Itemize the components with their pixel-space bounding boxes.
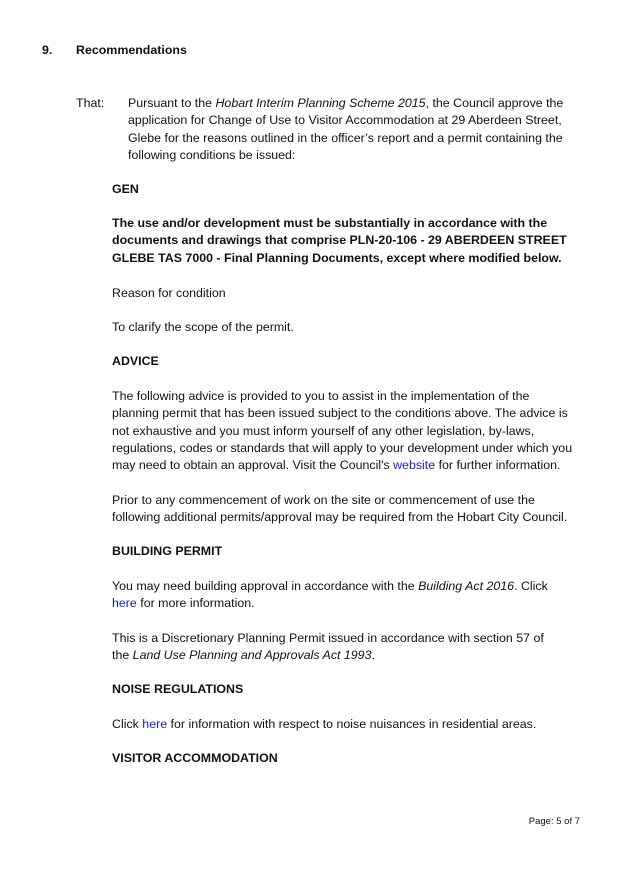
noise-here-link[interactable]: here xyxy=(142,717,168,731)
recommendation-text-part: Pursuant to the xyxy=(128,96,216,110)
noise-text: for information with respect to noise nuisances in residential areas. xyxy=(167,717,537,731)
recommendation-lead: That: xyxy=(76,96,105,110)
building-permit-text: You may need building approval in accordance with the xyxy=(112,579,419,593)
building-permit-text: for more information. xyxy=(136,596,255,611)
noise-regulations-heading: NOISE REGULATIONS xyxy=(112,682,244,696)
advice-paragraph-1 xyxy=(112,388,578,474)
advice-heading: ADVICE xyxy=(112,354,159,368)
advice-text: The following advice is provided to you to assist in the implementation of the planning permit that has been issued subject to the conditions above. The advice is not exhaustive and you must inform yourself of any other legislation, by-laws, regulations, codes or standards that will apply to your development under which you may need to obtain an approval. Visit the Council's xyxy=(112,389,573,473)
page-number: Page: 5 of 7 xyxy=(528,816,580,827)
land-use-act-name: Land Use Planning and Approvals Act 1993 xyxy=(132,648,372,663)
building-permit-text: This is a Discretionary Planning Permit issued in accordance with section 57 of the xyxy=(112,631,544,663)
gen-heading: GEN xyxy=(112,182,139,196)
reason-label: Reason for condition xyxy=(112,286,226,300)
recommendation-text xyxy=(128,95,578,164)
advice-text: for further information. xyxy=(435,458,561,473)
building-permit-paragraph-1 xyxy=(112,578,562,613)
building-permit-heading: BUILDING PERMIT xyxy=(112,544,223,558)
section-title: Recommendations xyxy=(76,43,187,57)
noise-paragraph xyxy=(112,716,584,733)
gen-condition: The use and/or development must be substantially in accordance with the documents and drawings that comprise PLN-20-106 - 29 ABERDEEN STREET GLEBE TAS 7000 - Final Planning Documents, except where modified below. xyxy=(112,216,567,265)
website-link[interactable]: website xyxy=(393,458,436,473)
advice-paragraph-2: Prior to any commencement of work on the site or commencement of use the following additional permits/approval may be required from the Hobart City Council. xyxy=(112,493,568,525)
recommendation-text-part: , the Council approve the application for Change of Use to Visitor Accommodation at 29 Aberdeen Street, Glebe for the reasons outlined in the officer’s report and a permit containing the following conditions be issued: xyxy=(128,96,564,162)
building-permit-text: . xyxy=(371,648,375,663)
building-permit-text: . Click xyxy=(514,579,548,593)
planning-scheme-name: Hobart Interim Planning Scheme 2015 xyxy=(215,96,426,110)
section-number: 9. xyxy=(42,43,53,57)
reason-text: To clarify the scope of the permit. xyxy=(112,320,294,334)
noise-text: Click xyxy=(112,717,143,731)
building-act-name: Building Act 2016 xyxy=(418,579,515,593)
visitor-accommodation-heading: VISITOR ACCOMMODATION xyxy=(112,751,278,765)
building-permit-paragraph-2 xyxy=(112,630,548,665)
building-permit-here-link[interactable]: here xyxy=(112,596,137,611)
